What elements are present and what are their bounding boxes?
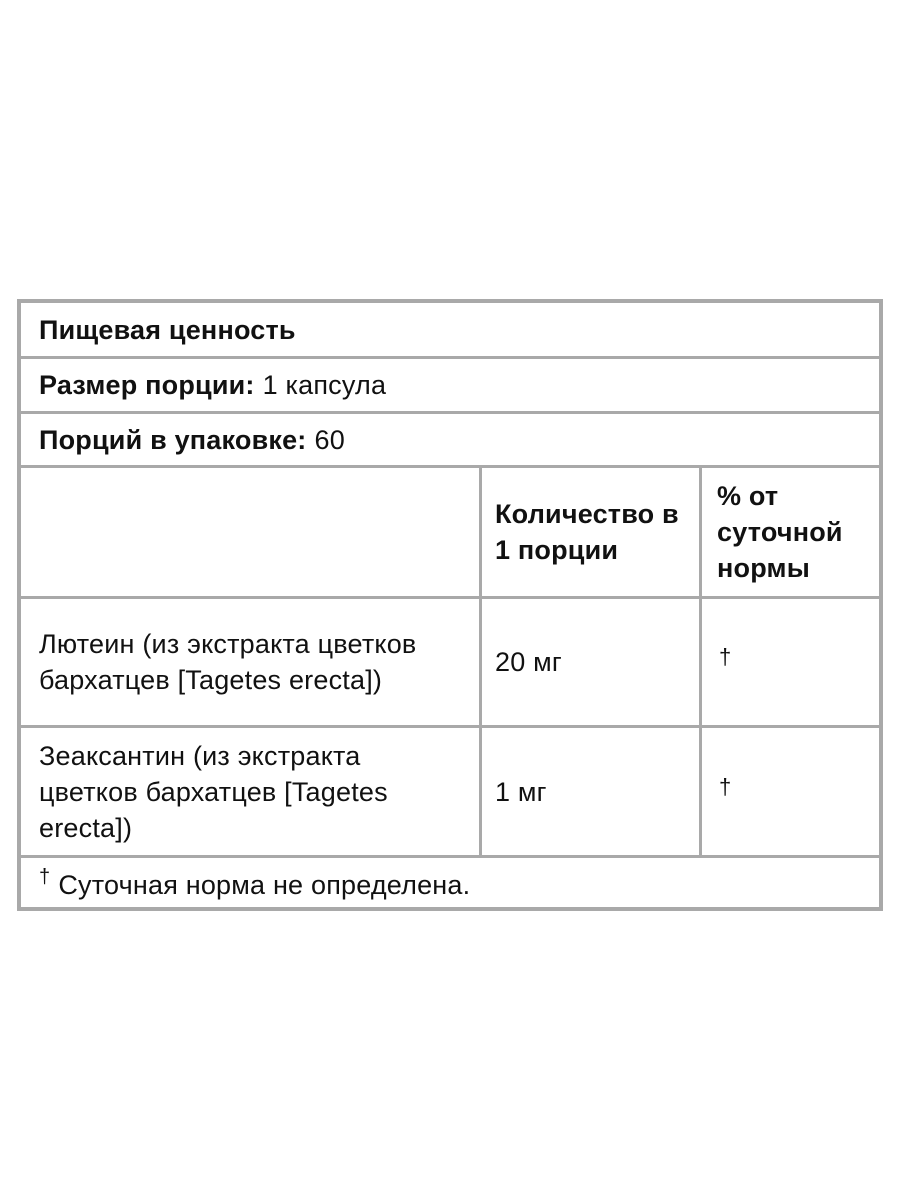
nutrient-daily-value [719,776,759,800]
nutrient-name [39,728,467,855]
daily-value-column-header [717,468,882,596]
column-divider [699,468,702,855]
nutrient-daily-value [719,646,759,670]
dagger-symbol: † [719,774,732,799]
nutrient-name-text: Лютеин (из экстракта цветков бархатцев [Tagetes erecta]) [39,629,417,695]
footnote-text: Суточная норма не определена. [58,869,471,900]
nutrient-amount-text: 1 мг [495,776,547,807]
column-divider [479,468,482,855]
nutrient-amount-text: 20 мг [495,647,562,677]
amount-column-header-text: Количество в 1 порции [495,499,679,565]
nutrition-facts-table [17,299,883,911]
servings-per-container-row [39,414,345,465]
footnote [39,858,869,911]
table-title [39,303,296,356]
serving-size-label: Размер порции: [39,370,255,400]
nutrient-name-text: Зеаксантин (из экстракта цветков бархатцев [Tagetes erecta]) [39,740,388,843]
servings-per-container-label: Порций в упаковке: [39,424,307,455]
dagger-symbol: † [719,644,732,669]
daily-value-column-header-text: % от суточной нормы [717,481,843,583]
table-title-text: Пищевая ценность [39,314,296,345]
servings-per-container-value: 60 [314,424,345,455]
nutrient-amount [495,599,695,725]
serving-size-row [39,359,386,411]
nutrient-name [39,599,467,725]
dagger-symbol: † [39,865,51,888]
nutrient-amount [495,728,695,855]
serving-size-value: 1 капсула [262,370,387,400]
amount-column-header [495,468,695,596]
